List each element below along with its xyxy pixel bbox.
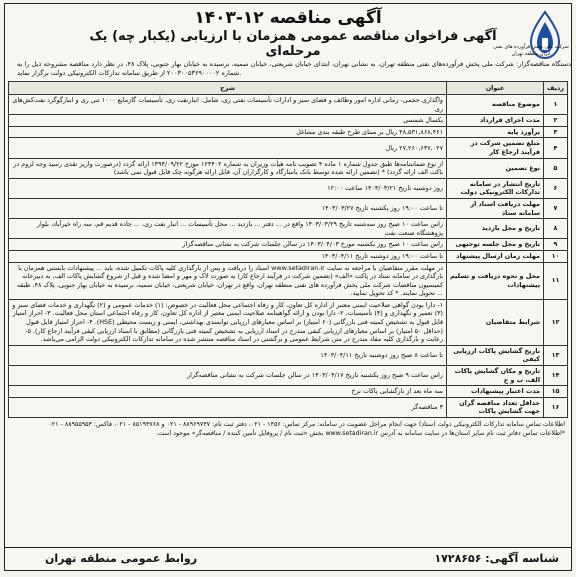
header-description: شرح — [9, 82, 447, 95]
row-number: ۶ — [544, 178, 568, 198]
table-row — [9, 239, 568, 251]
row-description: راس ساعت ۱۰ صبح روز سه‌شنبه تاریخ ۱۴۰۳/۰۳/۲۹ واقع در ... دفتر ... بازدید ... محل تأسیسات ... انبار نفت ری، ... جاده قدیم قم، سه راه خیرآباد، بلوار پژوهشگاه صنعت نفت — [9, 219, 447, 239]
row-number: ۱۶ — [544, 397, 568, 417]
row-number: ۸ — [544, 219, 568, 239]
notice-title: آگهی مناقصه ۱۲-۱۴۰۳ — [194, 8, 382, 28]
row-title: مهلت دریافت اسناد از سامانه ستاد — [447, 198, 544, 218]
row-description: یکسال شمسی — [9, 115, 447, 127]
row-title: نوع تضمین — [447, 158, 544, 178]
row-number: ۱۰ — [544, 250, 568, 262]
row-description: سه ماه بعد از بازگشایی پاکات نرخ — [9, 386, 447, 398]
contact-note-2: *اطلاعات تماس دفاتر ثبت نام سایر استان‌ها در سایت سامانه به آدرس www.setadiran.ir بخش «ثبت نام / پروفایل تأمین کننده / مناقصه‌گر» موجود است. — [155, 430, 565, 437]
row-description: تا ساعت ۱۹:۰۰ روز دوشنبه تاریخ ۱۴۰۳/۰۴/۱۱ — [9, 250, 447, 262]
row-number: ۱۳ — [544, 345, 568, 365]
row-number: ۳ — [544, 126, 568, 138]
table-row — [9, 262, 568, 299]
notice-footer — [5, 547, 571, 570]
row-number: ۱ — [544, 95, 568, 115]
row-number: ۱۱ — [544, 262, 568, 299]
row-number: ۵ — [544, 158, 568, 178]
row-number: ۴ — [544, 138, 568, 158]
tender-details-table — [8, 81, 568, 418]
ad-id: شناسه آگهی: ۱۷۲۸۶۵۶ — [434, 552, 559, 565]
row-title: تاریخ و محل بازدید — [447, 219, 544, 239]
row-number: ۷ — [544, 198, 568, 218]
row-description: در مهلت مقرر متقاضیان با مراجعه به سایت www.setadiran.ir اسناد را دریافت و پس از بارگذاری کلیه پاکات تکمیل شده، باید ... پیشنهادات بایستی همزمان با بارگذاری در سامانه ستاد در پاکت «الف» (تضمین شرکت در فرآیند ارجاع کار) به صورت لاک و مهر و امضا شده و قبل از شروع گشایش پاکات الف، به دبیرخانه کمیسیون مناقصات شرکت ملی پخش فرآورده های نفتی منطقه تهران، واقع در تهران، خیابان شریعتی، خیابان سمیه، نرسیده به خیابان بهار جنوبی، پلاک ۴۸، طبقه ... تحویل نمایند. * کد تحویل نمایید. — [9, 262, 447, 299]
row-description: روز دوشنبه تاریخ ۱۴۰۳/۰۳/۲۱ ساعت ۱۲:۰۰ — [9, 178, 447, 198]
publisher: روابط عمومی منطقه تهران — [45, 552, 198, 565]
table-row — [9, 138, 568, 158]
row-description: ۱- دارا بودن گواهی صلاحیت ایمنی معتبر از اداره کل تعاون، کار و رفاه اجتماعی محل فعالیت در خصوص: (۱) خدمات عمومی و (۲) نگهداری و خدمات فضای سبز و (۳) تعمیر و نگهداری و (۴) تأسیسات. ۲- دارا بودن و ارائه گواهینامه صلاحیت ایمنی معتبر از اداره کل تعاون، کار و رفاه اجتماعی استان محل فعالیت. ۳- احراز امتیاز قابل قبول به تشخیص کمیته فنی بازرگانی (۶۰ امتیاز) بر اساس معیارهای ارزیابی توانمندی بهداشتی، ایمنی و زیست محیطی (HSE). ۴- احراز امتیاز قابل قبول (حداقل ۵۰ امتیاز) بر اساس معیارهای ارزیابی کیفی مندرج در اسناد ارزیابی به تشخیص کمیته فنی بازرگانی (مطابق با اسناد ارزیابی کیفی فرآیند ارجاع کار). ۵- رعایت و بارگذاری کلیه مفاد مندرج در متن شرایط عمومی و برگشتی در اسناد مناقصه منتشر شده در سامانه تدارکات الکترونیکی دولت الزامی می‌باشد. — [9, 299, 447, 345]
intro-paragraph: دستگاه مناقصه‌گزار: شرکت ملی پخش فرآورده‌های نفتی منطقه تهران، به نشانی تهران، ابتدای خیابان شریعتی، خیابان سمیه، نرسیده به خیابان بهار جنوبی، پلاک ۴۸، در نظر دارد مناقصه مشروحه ذیل را به شماره ۲۰۰۳۰۰۵۳۶۹۰۰۰۰۲ از طریق سامانه تدارکات الکترونیکی دولت برگزار نماید. — [17, 60, 571, 77]
table-row — [9, 198, 568, 218]
table-row — [9, 299, 568, 345]
table-row — [9, 178, 568, 198]
row-title: تاریخ گشایش پاکات ارزیابی کیفی — [447, 345, 544, 365]
row-description: از نوع ضمانتنامه‌ها طبق جدول شماره ۱ ماده ۴ تصویب نامه هیأت وزیران به شماره ۱۲۳۴۰۲ موزخ ۱۳۹۴/۰۹/۲۲ ارائه گردد (درصورت واریز نقدی رسید وجه لزوم در باکت الف ارائه گردد) * (تضمین ارائه شده توسط بانک یاسارگاد و کارگزاران آن، قابل ارائه هرگونه چک قابل قبول نمی باشد) — [9, 158, 447, 178]
row-number: ۱۵ — [544, 386, 568, 398]
row-title: مبلغ تضمین شرکت در فرآیند ارجاع کار — [447, 138, 544, 158]
header-title: عنوان — [447, 82, 544, 95]
row-title: مدت اجرای قرارداد — [447, 115, 544, 127]
table-row — [9, 250, 568, 262]
row-number: ۱۲ — [544, 299, 568, 345]
row-description: واگذاری حجمی- زمانی اداره امور وظائف و فضای سبز و ادارات تأسیسات نفتی ری، شامل: انبارنفت ری، تأسیسات گازمایع ۱۰۰۰ تنی ری و انبارگوگرد نفت‌کش‌های ری — [9, 95, 447, 115]
table-row — [9, 95, 568, 115]
table-row — [9, 397, 568, 417]
row-title: مهلت زمان ارسال پیشنهاد — [447, 250, 544, 262]
table-row — [9, 219, 568, 239]
row-title: تاریخ و محل جلسه توجیهی — [447, 239, 544, 251]
table-row — [9, 115, 568, 127]
row-description: ۳ مناقصه‌گر — [9, 397, 447, 417]
table-row — [9, 366, 568, 386]
table-row — [9, 345, 568, 365]
row-description: ۴۸,۵۳۱,۸۶۸,۴۶۱ ریال بر مبنای طرح طبقه بندی مشاغل — [9, 126, 447, 138]
row-description: راس ساعت ۹ صبح روز یکشنبه تاریخ ۱۴۰۳/۰۴/۱۷ در سالن جلسات شرکت به نشانی مناقصه‌گزار — [9, 366, 447, 386]
row-title: تاریخ و مکان گشایش پاکات الف، ب و ج — [447, 366, 544, 386]
row-title: شرایط متقاضیان — [447, 299, 544, 345]
tender-notice-page — [4, 3, 572, 571]
row-title: تاریخ انتشار در سامانه تدارکات الکترونیکی دولت — [447, 178, 544, 198]
logo-caption: شرکت ملی پخش فرآورده های نفتی ایران منطقه تهران — [493, 44, 569, 57]
row-title: مدت اعتبار پیشنهادات — [447, 386, 544, 398]
row-title: برآورد پایه — [447, 126, 544, 138]
header-row-number: ردیف — [544, 82, 568, 95]
row-description: راس ساعت ۱۰ صبح روز یکشنبه مورخ ۱۴۰۳/۰۴/۰۳ در سالن جلسات شرکت به نشانی مناقصه‌گزار — [9, 239, 447, 251]
notice-subtitle: آگهی فراخوان مناقصه عمومی همزمان با ارزیابی (یکبار‌ چه) یک مرحله‌ای — [89, 29, 497, 59]
table-row — [9, 126, 568, 138]
row-number: ۲ — [544, 115, 568, 127]
table-row — [9, 386, 568, 398]
row-description: ۲۷,۲۶۰,۶۳۷,۰۲۷ ریال — [9, 138, 447, 158]
row-number: ۱۴ — [544, 366, 568, 386]
contact-notes — [5, 418, 571, 440]
row-number: ۹ — [544, 239, 568, 251]
row-title: محل و نحوه دریافت و تسلیم پیشنهادات — [447, 262, 544, 299]
row-description: تا ساعت ۱۹:۰۰ روز یکشنبه تاریخ ۱۴۰۳/۰۳/۲۷ — [9, 198, 447, 218]
row-title: موضوع مناقصه — [447, 95, 544, 115]
row-description: تا ساعت ۸ صبح روز دوشنبه تاریخ ۱۴۰۳/۰۴/۱۱ — [9, 345, 447, 365]
table-row — [9, 158, 568, 178]
row-title: حداقل تعداد مناقصه گران جهت گشایش پاکات — [447, 397, 544, 417]
contact-note-1: اطلاعات تماس سامانه تدارکات الکترونیکی دولت (ستاد) جهت انجام مراحل عضویت در سامانه: مرکز تماس: ۱۴۵۶ - ۰۲۱، دفتر ثبت نام: ۸۸۹۶۹۷۳۷ - ۰۲۱ و ۸۵۱۹۳۷۶۸ - ۰۲۱، فاکس: ۸۸۹۵۵۹۵۳ - ۰۲۱ — [48, 421, 565, 428]
